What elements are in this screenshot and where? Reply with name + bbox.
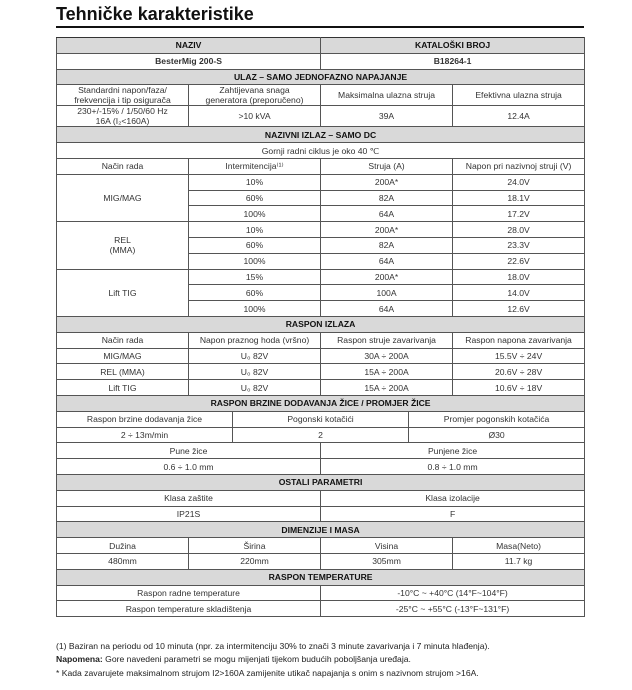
table-row	[57, 585, 585, 601]
table-cell: B18264-1	[321, 53, 585, 69]
table-row	[57, 143, 585, 159]
table-cell: Promjer pogonskih kotačića	[409, 411, 585, 427]
section-header-row	[57, 474, 585, 490]
table-row	[57, 506, 585, 522]
section-header-row	[57, 522, 585, 538]
table-cell: 15A ÷ 200A	[321, 380, 453, 396]
table-cell: 60%	[189, 285, 321, 301]
table-cell: 10%	[189, 174, 321, 190]
table-row	[57, 85, 585, 106]
table-cell: BesterMig 200-S	[57, 53, 321, 69]
mode-cell: REL (MMA)	[57, 222, 189, 269]
table-cell: Dužina	[57, 538, 189, 554]
table-cell: 60%	[189, 237, 321, 253]
table-cell: Napon praznog hoda (vršno)	[189, 332, 321, 348]
mode-cell: Lift TIG	[57, 269, 189, 316]
table-cell: 2 ÷ 13m/min	[57, 427, 233, 443]
table-cell: U₀ 82V	[189, 348, 321, 364]
table-row	[57, 601, 585, 617]
table-cell: 200A*	[321, 174, 453, 190]
table-cell: 100%	[189, 206, 321, 222]
table-row	[57, 553, 585, 569]
table-cell: Način rada	[57, 332, 189, 348]
title-rule	[56, 26, 584, 28]
table-row	[57, 348, 585, 364]
table-cell: 64A	[321, 253, 453, 269]
table-cell: U₀ 82V	[189, 364, 321, 380]
table-cell: 60%	[189, 190, 321, 206]
table-row	[57, 427, 585, 443]
table-cell: Klasa zaštite	[57, 490, 321, 506]
table-row	[57, 459, 585, 475]
table-cell: 220mm	[189, 553, 321, 569]
table-cell: 64A	[321, 206, 453, 222]
table-row	[57, 443, 585, 459]
table-cell: MIG/MAG	[57, 348, 189, 364]
section-header: KATALOŠKI BROJ	[321, 38, 585, 54]
table-cell: 0.6 ÷ 1.0 mm	[57, 459, 321, 475]
page-title: Tehničke karakteristike	[56, 4, 254, 24]
table-cell: 2	[233, 427, 409, 443]
table-cell: F	[321, 506, 585, 522]
table-row	[57, 364, 585, 380]
table-cell: -10°C ~ +40°C (14°F~104°F)	[321, 585, 585, 601]
table-cell: Efektivna ulazna struja	[453, 85, 585, 106]
table-row	[57, 269, 585, 285]
table-cell: 15A ÷ 200A	[321, 364, 453, 380]
table-cell: Struja (A)	[321, 158, 453, 174]
table-cell: Punjene žice	[321, 443, 585, 459]
section-header-row	[57, 569, 585, 585]
table-cell: 200A*	[321, 222, 453, 238]
footnote-1: (1) Baziran na periodu od 10 minuta (npr. za intermitenciju 30% to znači 3 minute zavarivanja i 7 minuta hlađenja).	[56, 641, 490, 651]
table-row	[57, 490, 585, 506]
table-cell: IP21S	[57, 506, 321, 522]
table-cell: 100%	[189, 253, 321, 269]
table-cell: Gornji radni ciklus je oko 40 ℃	[57, 143, 585, 159]
table-cell: Zahtijevana snaga generatora (preporučeno)	[189, 85, 321, 106]
table-cell: Način rada	[57, 158, 189, 174]
section-header-row	[57, 69, 585, 85]
section-header: RASPON BRZINE DODAVANJA ŽICE / PROMJER ŽICE	[57, 395, 585, 411]
table-cell: Ø30	[409, 427, 585, 443]
table-row	[57, 174, 585, 190]
table-cell: 11.7 kg	[453, 553, 585, 569]
table-cell: Raspon radne temperature	[57, 585, 321, 601]
section-header: OSTALI PARAMETRI	[57, 474, 585, 490]
table-row	[57, 380, 585, 396]
table-row	[57, 106, 585, 127]
table-cell: 100A	[321, 285, 453, 301]
table-cell: 24.0V	[453, 174, 585, 190]
section-header: NAZIVNI IZLAZ – SAMO DC	[57, 127, 585, 143]
section-header: NAZIV	[57, 38, 321, 54]
table-row	[57, 411, 585, 427]
napomena-text: Gore navedeni parametri se mogu mijenjati tijekom budućih poboljšanja uređaja.	[102, 654, 411, 665]
mode-cell: MIG/MAG	[57, 174, 189, 221]
section-header: RASPON TEMPERATURE	[57, 569, 585, 585]
table-cell: 15.5V ÷ 24V	[453, 348, 585, 364]
table-cell: 200A*	[321, 269, 453, 285]
table-cell: 100%	[189, 301, 321, 317]
table-cell: Raspon struje zavarivanja	[321, 332, 453, 348]
table-cell: 0.8 ÷ 1.0 mm	[321, 459, 585, 475]
table-row	[57, 222, 585, 238]
section-header-row	[57, 395, 585, 411]
table-row	[57, 53, 585, 69]
table-cell: 230+/-15% / 1/50/60 Hz 16A (I₂<160A)	[57, 106, 189, 127]
table-cell: Širina	[189, 538, 321, 554]
table-cell: Maksimalna ulazna struja	[321, 85, 453, 106]
table-cell: 23.3V	[453, 237, 585, 253]
table-cell: Pogonski kotačići	[233, 411, 409, 427]
table-cell: 17.2V	[453, 206, 585, 222]
table-cell: Pune žice	[57, 443, 321, 459]
section-header-row	[57, 127, 585, 143]
table-cell: 15%	[189, 269, 321, 285]
table-cell: 18.0V	[453, 269, 585, 285]
table-cell: 14.0V	[453, 285, 585, 301]
footnote-star: * Kada zavarujete maksimalnom strujom I2>160A zamijenite utikač napajanja s onim s nazivnom strujom >16A.	[56, 667, 479, 678]
table-cell: 82A	[321, 237, 453, 253]
table-cell: 22.6V	[453, 253, 585, 269]
table-cell: 28.0V	[453, 222, 585, 238]
footnotes	[56, 640, 490, 680]
table-cell: Raspon napona zavarivanja	[453, 332, 585, 348]
table-cell: Napon pri nazivnoj struji (V)	[453, 158, 585, 174]
table-cell: 39A	[321, 106, 453, 127]
table-cell: 10%	[189, 222, 321, 238]
section-header: DIMENZIJE I MASA	[57, 522, 585, 538]
table-cell: 12.6V	[453, 301, 585, 317]
napomena-label: Napomena:	[56, 654, 103, 665]
section-header: ULAZ – SAMO JEDNOFAZNO NAPAJANJE	[57, 69, 585, 85]
table-cell: 480mm	[57, 553, 189, 569]
table-row	[57, 332, 585, 348]
table-cell: -25°C ~ +55°C (-13°F~131°F)	[321, 601, 585, 617]
section-header: RASPON IZLAZA	[57, 316, 585, 332]
table-cell: Klasa izolacije	[321, 490, 585, 506]
table-cell: 10.6V ÷ 18V	[453, 380, 585, 396]
specifications-table	[56, 37, 585, 617]
table-cell: Raspon temperature skladištenja	[57, 601, 321, 617]
table-cell: 20.6V ÷ 28V	[453, 364, 585, 380]
table-cell: Visina	[321, 538, 453, 554]
table-cell: Lift TIG	[57, 380, 189, 396]
table-cell: 12.4A	[453, 106, 585, 127]
table-cell: 64A	[321, 301, 453, 317]
section-header-row	[57, 38, 585, 54]
table-cell: Masa(Neto)	[453, 538, 585, 554]
table-cell: 82A	[321, 190, 453, 206]
table-cell: 305mm	[321, 553, 453, 569]
table-cell: REL (MMA)	[57, 364, 189, 380]
table-cell: Raspon brzine dodavanja žice	[57, 411, 233, 427]
table-cell: 30A ÷ 200A	[321, 348, 453, 364]
table-row	[57, 538, 585, 554]
table-row	[57, 158, 585, 174]
table-cell: Intermitencija⁽¹⁾	[189, 158, 321, 174]
table-cell: >10 kVA	[189, 106, 321, 127]
table-cell: Standardni napon/faza/ frekvencija i tip osigurača	[57, 85, 189, 106]
footnote-napomena	[56, 653, 490, 666]
section-header-row	[57, 316, 585, 332]
table-cell: 18.1V	[453, 190, 585, 206]
table-cell: U₀ 82V	[189, 380, 321, 396]
